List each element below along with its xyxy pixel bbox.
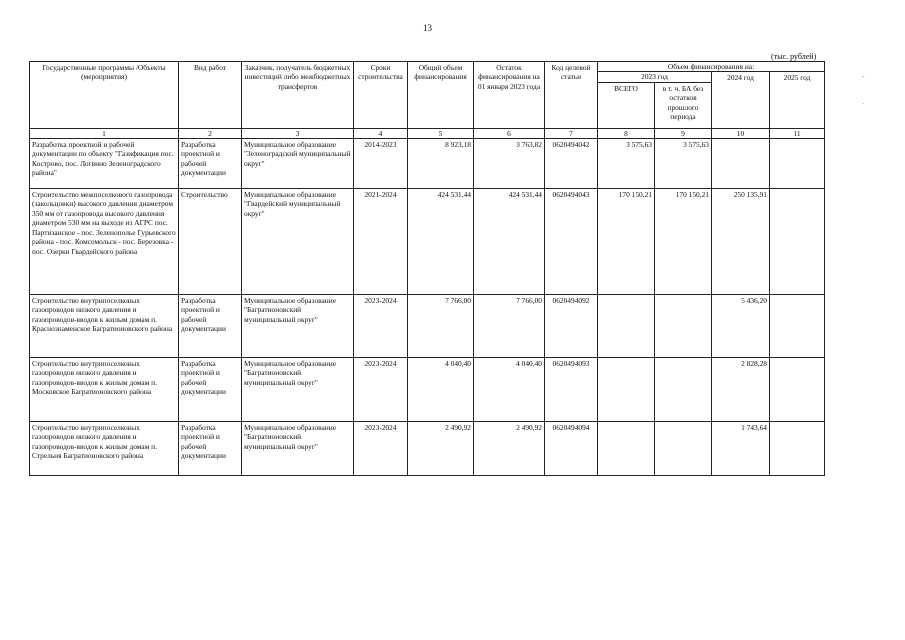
construction-terms: 2014-2023 xyxy=(354,138,408,188)
financing-2024 xyxy=(712,138,770,188)
header-terms: Сроки строительства xyxy=(354,62,408,129)
remaining-financing: 7 766,00 xyxy=(474,294,545,357)
financing-2023-ba xyxy=(655,294,712,357)
financing-2024: 250 135,91 xyxy=(712,188,770,294)
column-number-row xyxy=(30,128,825,138)
object-name: Разработка проектной и рабочей документации по объекту "Газификация пос. Кострово, пос. Логвино Зеленоградского района" xyxy=(30,138,179,188)
customer: Муниципальное образование "Багратионовский муниципальный округ" xyxy=(242,421,354,475)
financing-2023-total: 3 575,63 xyxy=(598,138,655,188)
table-row xyxy=(30,294,825,357)
financing-2025 xyxy=(770,421,825,475)
column-number: 8 xyxy=(598,128,655,138)
header-sub-ba: в т. ч. БА без остатков прошлого периода xyxy=(655,82,712,128)
total-financing: 8 923,18 xyxy=(408,138,474,188)
header-total: Общий объем финансирования xyxy=(408,62,474,129)
remaining-financing: 424 531,44 xyxy=(474,188,545,294)
column-number: 10 xyxy=(712,128,770,138)
target-code: 0620494042 xyxy=(545,138,598,188)
column-number: 11 xyxy=(770,128,825,138)
total-financing: 4 040,40 xyxy=(408,357,474,421)
header-remaining: Остаток финансирования на 01 января 2023 года xyxy=(474,62,545,129)
customer: Муниципальное образование "Зеленоградский муниципальный округ" xyxy=(242,138,354,188)
work-type: Разработка проектной и рабочей документации xyxy=(179,421,242,475)
header-year-2025: 2025 год xyxy=(770,72,825,128)
column-number: 3 xyxy=(242,128,354,138)
header-year-2024: 2024 год xyxy=(712,72,770,128)
header-program: Государственные программы /Объекты (мероприятия) xyxy=(30,62,179,129)
object-name: Строительство внутрипоселковых газопроводов низкого давления и газопроводов-вводов к жилым домам п. Московское Багратионовского района xyxy=(30,357,179,421)
financing-2023-total: 170 150,21 xyxy=(598,188,655,294)
work-type: Разработка проектной и рабочей документации xyxy=(179,294,242,357)
financing-2023-ba: 3 575,63 xyxy=(655,138,712,188)
customer: Муниципальное образование "Гвардейский муниципальный округ" xyxy=(242,188,354,294)
financing-2023-total xyxy=(598,357,655,421)
column-number: 5 xyxy=(408,128,474,138)
object-name: Строительство внутрипоселковых газопроводов низкого давления и газопроводов-вводов к жилым домам п. Краснознаменское Багратионовского района xyxy=(30,294,179,357)
page-number: 13 xyxy=(423,23,432,33)
financing-2023-ba xyxy=(655,357,712,421)
object-name: Строительство межпоселкового газопровода (закольцовки) высокого давления диаметром 350 мм от газопровода высокого давления диаметром 530 мм на выходе из АГРС пос. Партизанское - пос. Зеленополье Гурьевского района - пос. Комсомольск - пос. Березовка - пос. Озерки Гвардейского района xyxy=(30,188,179,294)
financing-2024: 2 828,28 xyxy=(712,357,770,421)
remaining-financing: 3 763,82 xyxy=(474,138,545,188)
remaining-financing: 4 040,40 xyxy=(474,357,545,421)
header-code: Код целевой статьи xyxy=(545,62,598,129)
units-label: (тыс. рублей) xyxy=(771,52,817,61)
total-financing: 7 766,00 xyxy=(408,294,474,357)
header-row xyxy=(30,62,825,72)
work-type: Разработка проектной и рабочей документации xyxy=(179,357,242,421)
work-type: Разработка проектной и рабочей документации xyxy=(179,138,242,188)
table-row xyxy=(30,357,825,421)
header-sub-total: ВСЕГО xyxy=(598,82,655,128)
table-row xyxy=(30,138,825,188)
financing-2023-total xyxy=(598,421,655,475)
financing-table xyxy=(29,61,825,476)
financing-2025 xyxy=(770,294,825,357)
financing-2024: 1 743,64 xyxy=(712,421,770,475)
financing-2025 xyxy=(770,188,825,294)
construction-terms: 2023-2024 xyxy=(354,421,408,475)
column-number: 7 xyxy=(545,128,598,138)
table-row xyxy=(30,188,825,294)
customer: Муниципальное образование "Багратионовский муниципальный округ" xyxy=(242,357,354,421)
object-name: Строительство внутрипоселковых газопроводов низкого давления и газопроводов-вводов к жилым домам п. Стрельня Багратионовского района xyxy=(30,421,179,475)
remaining-financing: 2 490,92 xyxy=(474,421,545,475)
header-financing: Объем финансирования на: xyxy=(598,62,825,72)
financing-2023-ba: 170 150,21 xyxy=(655,188,712,294)
construction-terms: 2021-2024 xyxy=(354,188,408,294)
margin-mark: - xyxy=(862,72,865,80)
column-number: 1 xyxy=(30,128,179,138)
header-year-2023: 2023 год xyxy=(598,72,712,82)
column-number: 6 xyxy=(474,128,545,138)
header-customer: Заказчик, получатель бюджетных инвестиций либо межбюджетных трансфертов xyxy=(242,62,354,129)
column-number: 4 xyxy=(354,128,408,138)
construction-terms: 2023-2024 xyxy=(354,357,408,421)
financing-2025 xyxy=(770,138,825,188)
construction-terms: 2023-2024 xyxy=(354,294,408,357)
customer: Муниципальное образование "Багратионовский муниципальный округ" xyxy=(242,294,354,357)
target-code: 0620494043 xyxy=(545,188,598,294)
financing-2024: 5 436,20 xyxy=(712,294,770,357)
financing-2025 xyxy=(770,357,825,421)
financing-2023-total xyxy=(598,294,655,357)
total-financing: 424 531,44 xyxy=(408,188,474,294)
target-code: 0620494093 xyxy=(545,357,598,421)
header-work-type: Вид работ xyxy=(179,62,242,129)
target-code: 0620494092 xyxy=(545,294,598,357)
financing-2023-ba xyxy=(655,421,712,475)
table-row xyxy=(30,421,825,475)
margin-mark: · xyxy=(862,100,865,108)
column-number: 9 xyxy=(655,128,712,138)
work-type: Строительство xyxy=(179,188,242,294)
column-number: 2 xyxy=(179,128,242,138)
target-code: 0620494094 xyxy=(545,421,598,475)
total-financing: 2 490,92 xyxy=(408,421,474,475)
